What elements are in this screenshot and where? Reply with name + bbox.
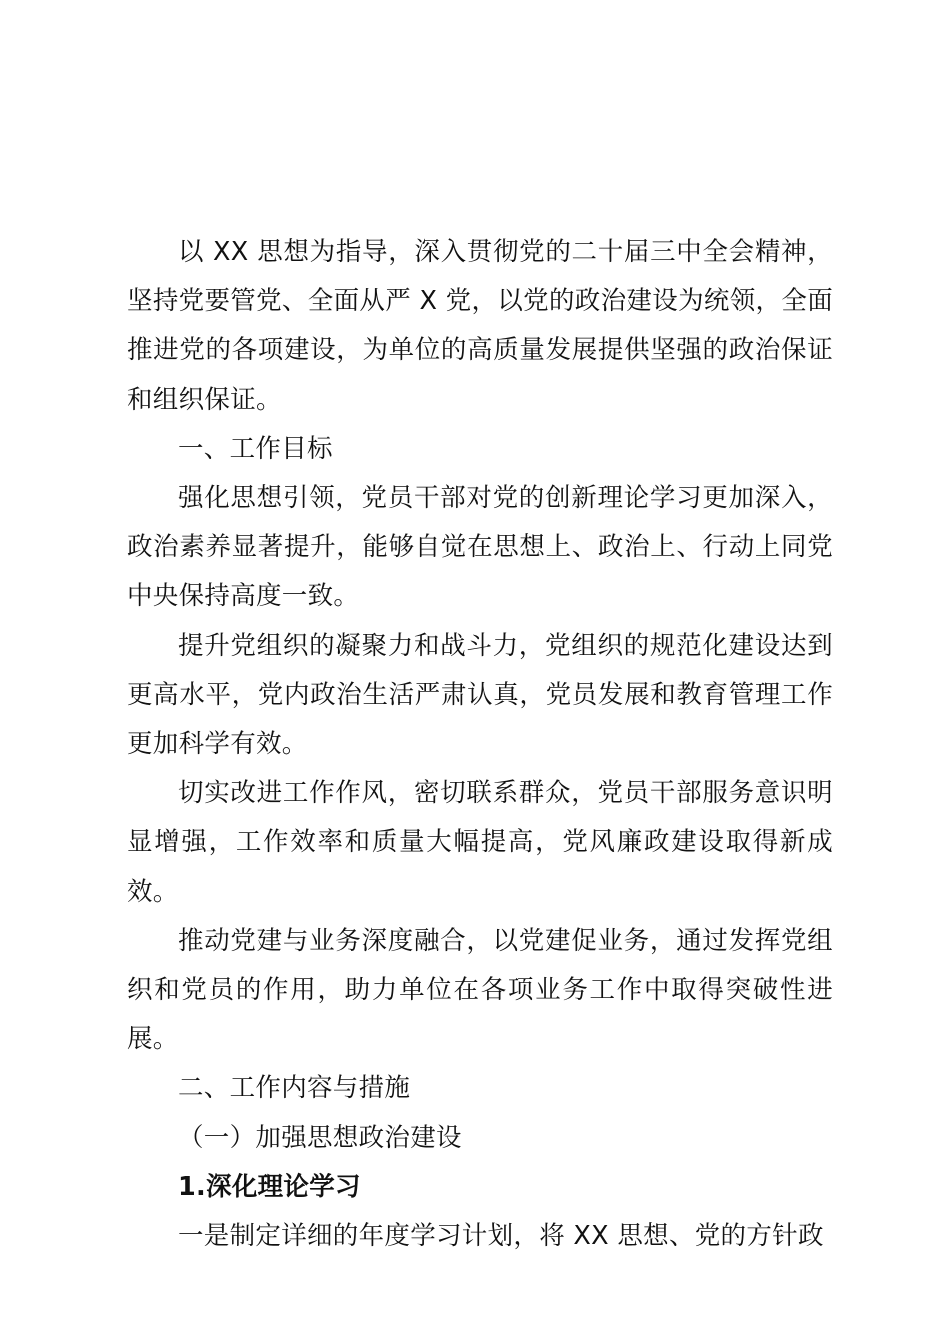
- document-body: [127, 228, 833, 1261]
- item-heading: 1.深化理论学习: [178, 1171, 361, 1202]
- section-heading-measures: 二、工作内容与措施: [178, 1073, 411, 1104]
- goal-paragraph-2: 提升党组织的凝聚力和战斗力，党组织的规范化建设达到更高水平，党内政治生活严肃认真，党员发展和教育管理工作更加科学有效。: [127, 630, 833, 760]
- subsection-heading: （一）加强思想政治建设: [178, 1122, 462, 1153]
- item-paragraph: 一是制定详细的年度学习计划，将 XX 思想、党的方针政: [178, 1221, 824, 1252]
- goal-paragraph-1: 强化思想引领，党员干部对党的创新理论学习更加深入，政治素养显著提升，能够自觉在思想上、政治上、行动上同党中央保持高度一致。: [127, 483, 833, 612]
- goal-paragraph-3: 切实改进工作作风，密切联系群众，党员干部服务意识明显增强，工作效率和质量大幅提高，党风廉政建设取得新成效。: [127, 778, 833, 907]
- goal-paragraph-4: 推动党建与业务深度融合，以党建促业务，通过发挥党组织和党员的作用，助力单位在各项业务工作中取得突破性进展。: [127, 925, 833, 1055]
- section-heading-goals: 一、工作目标: [178, 433, 333, 464]
- intro-paragraph: 以 XX 思想为指导，深入贯彻党的二十届三中全会精神，坚持党要管党、全面从严 X 党，以党的政治建设为统领，全面推进党的各项建设，为单位的高质量发展提供坚强的政治保证和组织保证。: [127, 237, 833, 415]
